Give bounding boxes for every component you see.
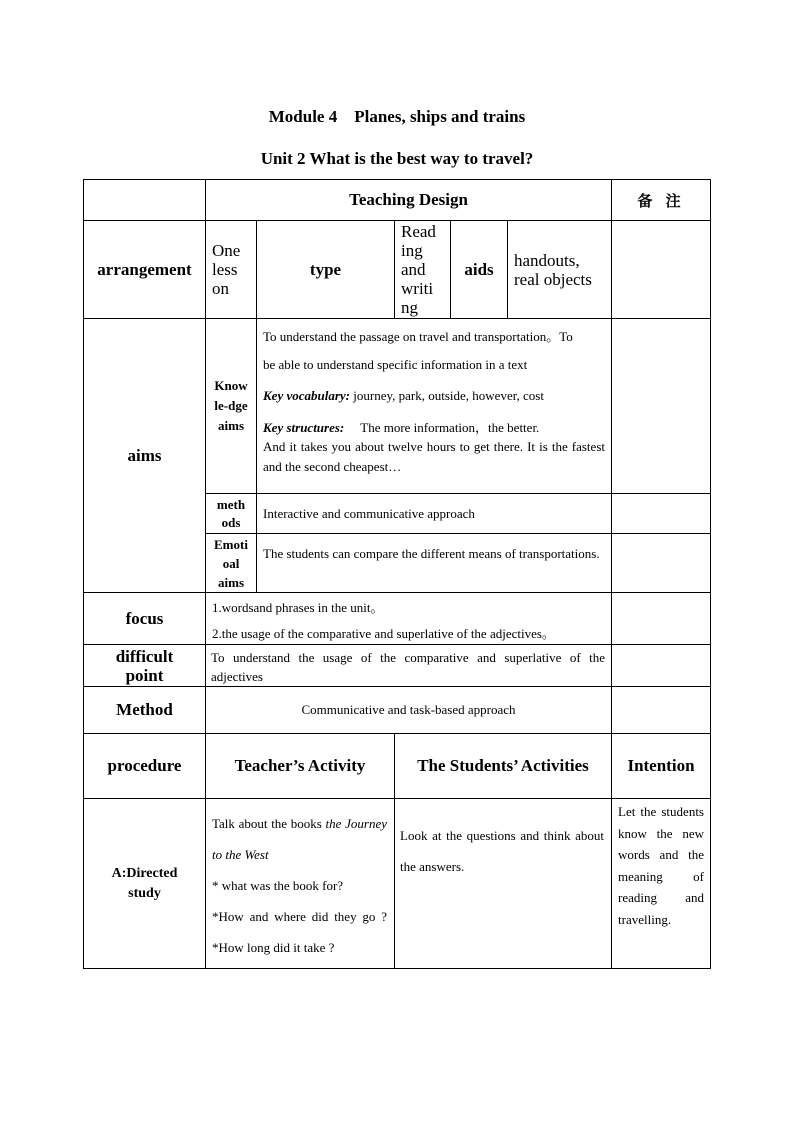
methods-text: Interactive and communicative approach — [263, 505, 475, 521]
method-label: Method — [116, 700, 173, 719]
key-structures-example: And it takes you about twelve hours to get there. It is the fastest and the second cheapest… — [263, 439, 605, 474]
teacher-activity-text: Talk about the books the Journey to the West * what was the book for? *How and where did they go ?*How long did it take ? — [212, 816, 387, 955]
knowledge-aims-label: Know le-dge aims — [214, 378, 248, 433]
intention-text: Let the students know the new words and the meaning of reading and travelling. — [618, 804, 704, 927]
emotional-aims-text: The students can compare the different means of transportations. — [263, 546, 600, 561]
key-vocabulary-text: journey, park, outside, however, cost — [350, 388, 544, 403]
remarks-header: 备 注 — [637, 191, 685, 210]
students-activities-header: The Students’ Activities — [417, 756, 589, 775]
arrangement-label: arrangement — [97, 259, 192, 279]
type-value: Read ing and writi ng — [401, 222, 436, 317]
aims-label: aims — [127, 445, 162, 465]
difficult-point-text: To understand the usage of the comparative and superlative of the adjectives — [211, 650, 605, 684]
method-text: Communicative and task-based approach — [301, 702, 516, 717]
teaching-design-header: Teaching Design — [349, 190, 468, 209]
key-structures-text: The more information，the better. — [360, 420, 540, 435]
key-vocabulary-label: Key vocabulary: — [263, 388, 351, 403]
focus-item-2: 2.the usage of the comparative and superlative of the adjectives。 — [212, 626, 555, 641]
intention-header: Intention — [627, 756, 695, 775]
unit-title: Unit 2 What is the best way to travel? — [260, 149, 534, 168]
teacher-activity-header: Teacher’s Activity — [234, 756, 366, 775]
knowledge-aims-content: To understand the passage on travel and transportation。To be able to understand specific information in a text Key vocabulary: journey, park, outside, however, cost Key structures: The more information，the better. And it takes you about twelve hours to get there. It is the fastest and the second cheapest… — [263, 319, 605, 493]
focus-item-1: 1.wordsand phrases in the unit。 — [212, 600, 384, 615]
lesson-count: One less on — [212, 241, 241, 298]
key-structures-label: Key structures: — [263, 420, 345, 435]
type-label: type — [309, 259, 342, 279]
module-title: Module 4 Planes, ships and trains — [268, 107, 526, 126]
difficult-point-label: difficult point — [115, 646, 174, 685]
book-title: the Journey to the West — [212, 816, 387, 862]
aids-label: aids — [464, 259, 494, 279]
emotional-aims-label: Emoti oal aims — [214, 536, 248, 590]
directed-study-label: A:Directed study — [111, 865, 178, 901]
methods-label: meth ods — [216, 496, 246, 530]
focus-label: focus — [125, 608, 164, 628]
students-activity-text: Look at the questions and think about the answers. — [400, 828, 604, 874]
aids-value: handouts, real objects — [514, 250, 592, 289]
procedure-header: procedure — [107, 756, 182, 775]
